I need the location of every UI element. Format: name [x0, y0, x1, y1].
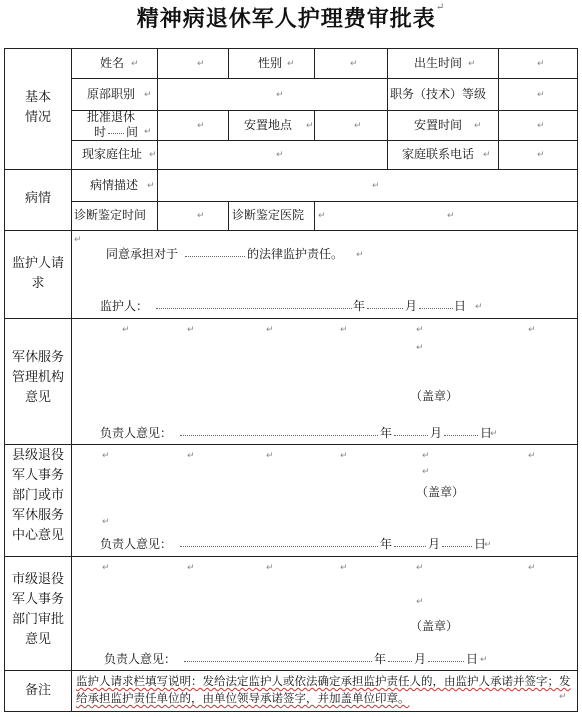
- guardian-year-label: 年: [353, 299, 366, 313]
- return-mark-icon: ↵: [197, 121, 205, 131]
- return-mark-icon: ↵: [537, 90, 545, 100]
- birth-label: 出生时间: [414, 56, 463, 70]
- diagnosis-hospital-label: 诊断鉴定医院: [232, 208, 305, 222]
- basic-row-line-2: [71, 110, 577, 111]
- return-mark-icon: ↵: [197, 211, 205, 221]
- return-mark-icon: ↵: [416, 325, 424, 335]
- return-mark-icon: ↵: [149, 150, 157, 160]
- return-mark-icon: ↵: [266, 325, 274, 335]
- city-month-label: 月: [414, 652, 427, 666]
- illness-col-line-2: [228, 201, 229, 230]
- return-mark-icon: ↵: [356, 250, 364, 260]
- divider-guardian: [4, 318, 578, 319]
- guardian-month-label: 月: [405, 299, 418, 313]
- return-mark-icon: ↵: [197, 59, 205, 69]
- guardian-month-blank[interactable]: [367, 308, 403, 309]
- basic-col-line-1: [157, 48, 158, 169]
- section-remarks-label: 备注: [24, 683, 51, 698]
- service-year-label: 年: [380, 426, 393, 440]
- return-mark-icon: ↵: [468, 59, 476, 69]
- divider-illness: [4, 230, 578, 231]
- return-mark-icon: ↵: [537, 150, 545, 160]
- service-month-blank[interactable]: [394, 435, 428, 436]
- city-responsible-label: 负责人意见：: [104, 652, 177, 666]
- border-bottom: [4, 711, 578, 712]
- city-stamp-label: （盖章）: [410, 619, 459, 633]
- return-mark-icon: ↵: [350, 59, 358, 69]
- return-mark-icon: ↵: [422, 467, 430, 477]
- gender-label: 性别: [258, 56, 283, 70]
- service-responsible-blank[interactable]: [180, 435, 378, 436]
- basic-col-line-2b: [228, 110, 229, 140]
- return-mark-icon: ↵: [340, 563, 348, 573]
- return-mark-icon: ↵: [102, 563, 110, 573]
- return-mark-icon: ↵: [266, 563, 274, 573]
- guardian-day-label: 日: [454, 299, 467, 313]
- return-mark-icon: ↵: [340, 451, 348, 461]
- return-mark-icon: ↵: [187, 563, 195, 573]
- return-mark-icon: ↵: [435, 2, 446, 13]
- illness-col-line-1: [157, 169, 158, 230]
- return-mark-icon: ↵: [559, 692, 567, 702]
- return-mark-icon: ↵: [372, 181, 380, 191]
- return-mark-icon: ↵: [416, 597, 424, 607]
- return-mark-icon: ↵: [490, 429, 498, 439]
- basic-col-line-4: [387, 48, 388, 169]
- county-month-label: 月: [428, 537, 441, 551]
- guardian-person-label: 监护人：: [100, 299, 149, 313]
- basic-col-line-3: [314, 48, 315, 78]
- guardian-ward-blank[interactable]: [185, 256, 245, 257]
- section-basic-label: 基本 情况: [24, 90, 51, 125]
- county-month-blank[interactable]: [394, 546, 426, 547]
- return-mark-icon: ↵: [187, 451, 195, 461]
- return-mark-icon: ↵: [276, 90, 284, 100]
- former-position-label: 原部职别: [87, 87, 136, 101]
- remarks-text: 监护人请求栏填写说明：发给法定监护人或依法确定承担监护责任人的，由监护人承诺并签字；发给承担监护责任单位的，由单位领导承诺签字，并加盖单位印章。: [76, 674, 571, 705]
- section-illness-label: 病情: [24, 191, 51, 206]
- city-day-label: 日: [466, 652, 479, 666]
- guardian-day-blank[interactable]: [419, 308, 453, 309]
- approval-form-table: [4, 48, 578, 712]
- return-mark-icon: ↵: [102, 517, 110, 527]
- return-mark-icon: ↵: [266, 451, 274, 461]
- return-mark-icon: ↵: [354, 121, 362, 131]
- service-responsible-label: 负责人意见：: [100, 426, 173, 440]
- divider-service: [4, 444, 578, 445]
- city-responsible-blank[interactable]: [184, 661, 372, 662]
- settle-place-label: 安置地点: [244, 118, 293, 132]
- basic-row-line-1: [71, 78, 577, 79]
- guardian-statement-pre: 同意承担对于: [106, 247, 179, 261]
- approval-time-label-3: 间: [126, 125, 139, 139]
- basic-col-line-2: [228, 48, 229, 78]
- illness-col-line-3: [314, 201, 315, 230]
- county-day-blank[interactable]: [442, 546, 472, 547]
- return-mark-icon: ↵: [147, 181, 155, 191]
- border-right: [577, 48, 578, 712]
- rank-label: 职务（技术）等级: [390, 87, 487, 101]
- form-title: [0, 2, 582, 33]
- form-title-text: 精神病退休军人护理费审批表: [136, 6, 436, 32]
- guardian-signature-blank[interactable]: [156, 308, 352, 309]
- border-left: [4, 48, 5, 712]
- guardian-statement-post: 的法律监护责任。: [247, 247, 344, 261]
- return-mark-icon: ↵: [447, 211, 455, 221]
- settle-time-label: 安置时间: [414, 118, 463, 132]
- divider-county: [4, 556, 578, 557]
- service-day-label: 日: [480, 426, 493, 440]
- county-responsible-label: 负责人意见：: [100, 537, 173, 551]
- return-mark-icon: ↵: [480, 655, 488, 665]
- return-mark-icon: ↵: [187, 325, 195, 335]
- approval-time-label-2: 时: [94, 125, 107, 139]
- return-mark-icon: ↵: [528, 451, 536, 461]
- basic-col-line-5: [498, 48, 499, 169]
- service-stamp-label: （盖章）: [410, 389, 459, 403]
- return-mark-icon: ↵: [474, 121, 482, 131]
- illness-row-line: [71, 201, 577, 202]
- return-mark-icon: ↵: [422, 451, 430, 461]
- label-column-divider: [71, 48, 72, 711]
- return-mark-icon: ↵: [528, 563, 536, 573]
- service-month-label: 月: [430, 426, 443, 440]
- basic-col-line-3b: [314, 110, 315, 140]
- diagnosis-time-label: 诊断鉴定时间: [74, 208, 147, 222]
- section-service-label: 军休服务 管理机构 意见: [11, 350, 64, 405]
- return-mark-icon: ↵: [102, 451, 110, 461]
- return-mark-icon: ↵: [416, 343, 424, 353]
- border-top: [4, 48, 578, 49]
- return-mark-icon: ↵: [528, 325, 536, 335]
- divider-basic: [4, 169, 578, 170]
- service-day-blank[interactable]: [444, 435, 478, 436]
- return-mark-icon: ↵: [475, 302, 483, 312]
- return-mark-icon: ↵: [144, 90, 152, 100]
- city-year-label: 年: [374, 652, 387, 666]
- address-label: 现家庭住址: [82, 147, 143, 161]
- return-mark-icon: ↵: [122, 325, 130, 335]
- county-day-label: 日: [474, 537, 487, 551]
- section-guardian-label: 监护人请 求: [12, 256, 65, 291]
- county-year-label: 年: [380, 537, 393, 551]
- approval-time-dots: [108, 133, 124, 134]
- section-county-label: 县级退役 军人事务 部门或市 军休服务 中心意见: [11, 448, 64, 543]
- illness-description-label: 病情描述: [90, 178, 139, 192]
- approval-time-label-1: 批准退休: [87, 110, 136, 124]
- return-mark-icon: ↵: [144, 127, 152, 137]
- divider-city: [4, 670, 578, 671]
- return-mark-icon: ↵: [131, 59, 139, 69]
- return-mark-icon: ↵: [306, 121, 314, 131]
- name-label: 姓名: [100, 56, 125, 70]
- return-mark-icon: ↵: [483, 150, 491, 160]
- return-mark-icon: ↵: [287, 59, 295, 69]
- city-month-blank[interactable]: [388, 661, 412, 662]
- return-mark-icon: ↵: [340, 325, 348, 335]
- county-responsible-blank[interactable]: [180, 546, 378, 547]
- return-mark-icon: ↵: [537, 59, 545, 69]
- county-stamp-label: （盖章）: [416, 485, 465, 499]
- return-mark-icon: ↵: [484, 540, 492, 550]
- phone-label: 家庭联系电话: [402, 147, 475, 161]
- basic-row-line-3: [71, 140, 577, 141]
- return-mark-icon: ↵: [416, 563, 424, 573]
- section-city-label: 市级退役 军人事务 部门审批 意见: [11, 572, 64, 647]
- city-day-blank[interactable]: [428, 661, 464, 662]
- return-mark-icon: ↵: [276, 150, 284, 160]
- return-mark-icon: ↵: [74, 235, 82, 245]
- return-mark-icon: ↵: [537, 121, 545, 131]
- return-mark-icon: ↵: [318, 211, 326, 221]
